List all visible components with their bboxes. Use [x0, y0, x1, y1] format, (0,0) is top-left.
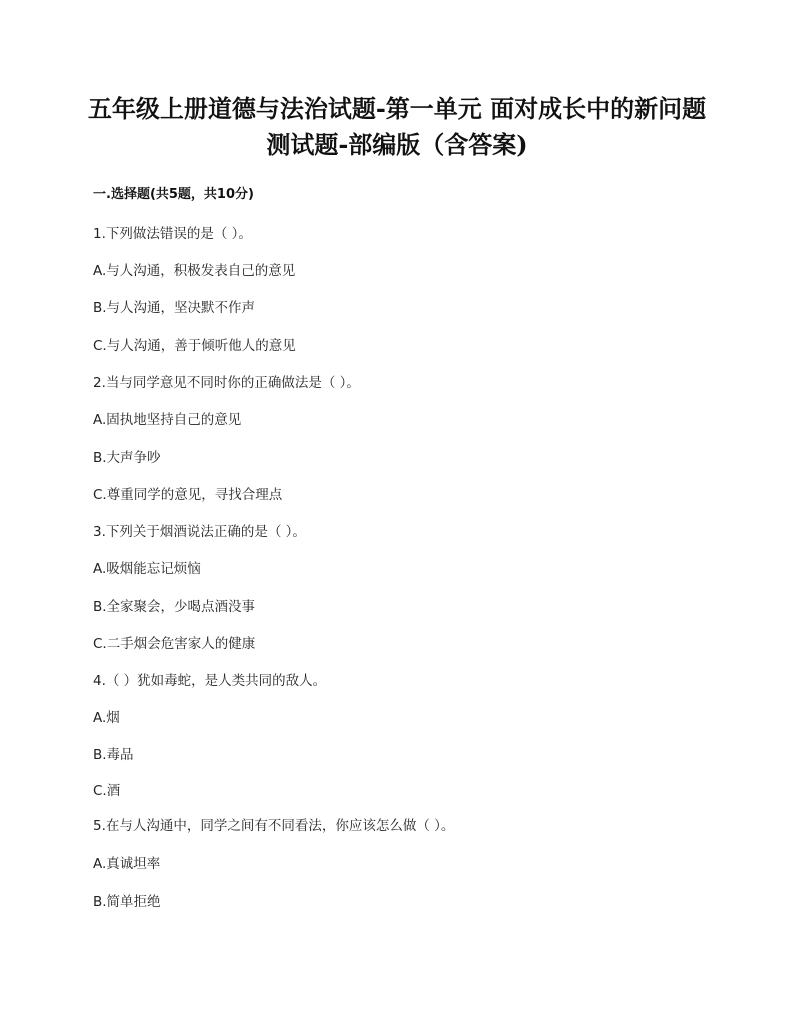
question-4-option-c: C.酒 — [93, 783, 121, 799]
document-title-line-2: 测试题-部编版（含答案) — [266, 130, 528, 159]
question-2-option-b: B.大声争吵 — [93, 450, 161, 466]
question-5-option-a: A.真诚坦率 — [93, 856, 161, 872]
question-1-option-c: C.与人沟通，善于倾听他人的意见 — [93, 338, 296, 354]
question-4-stem: 4.（ ）犹如毒蛇，是人类共同的敌人。 — [93, 673, 327, 689]
question-4-option-a: A.烟 — [93, 710, 120, 726]
document-title-line-1: 五年级上册道德与法治试题-第一单元 面对成长中的新问题 — [87, 94, 707, 123]
question-5-option-b: B.简单拒绝 — [93, 894, 161, 910]
question-2-stem: 2.当与同学意见不同时你的正确做法是（ ）。 — [93, 375, 360, 391]
question-3-option-c: C.二手烟会危害家人的健康 — [93, 636, 256, 652]
question-1-option-a: A.与人沟通，积极发表自己的意见 — [93, 263, 296, 279]
question-3-option-b: B.全家聚会，少喝点酒没事 — [93, 599, 256, 615]
question-1-option-b: B.与人沟通，坚决默不作声 — [93, 300, 256, 316]
section-heading: 一.选择题(共5题，共10分) — [93, 187, 254, 202]
question-2-option-a: A.固执地坚持自己的意见 — [93, 412, 242, 428]
question-4-option-b: B.毒品 — [93, 747, 134, 763]
question-2-option-c: C.尊重同学的意见，寻找合理点 — [93, 487, 283, 503]
question-5-stem: 5.在与人沟通中，同学之间有不同看法，你应该怎么做（ ）。 — [93, 818, 455, 834]
question-1-stem: 1.下列做法错误的是（ ）。 — [93, 226, 252, 242]
question-3-stem: 3.下列关于烟酒说法正确的是（ ）。 — [93, 524, 306, 540]
question-3-option-a: A.吸烟能忘记烦恼 — [93, 561, 201, 577]
